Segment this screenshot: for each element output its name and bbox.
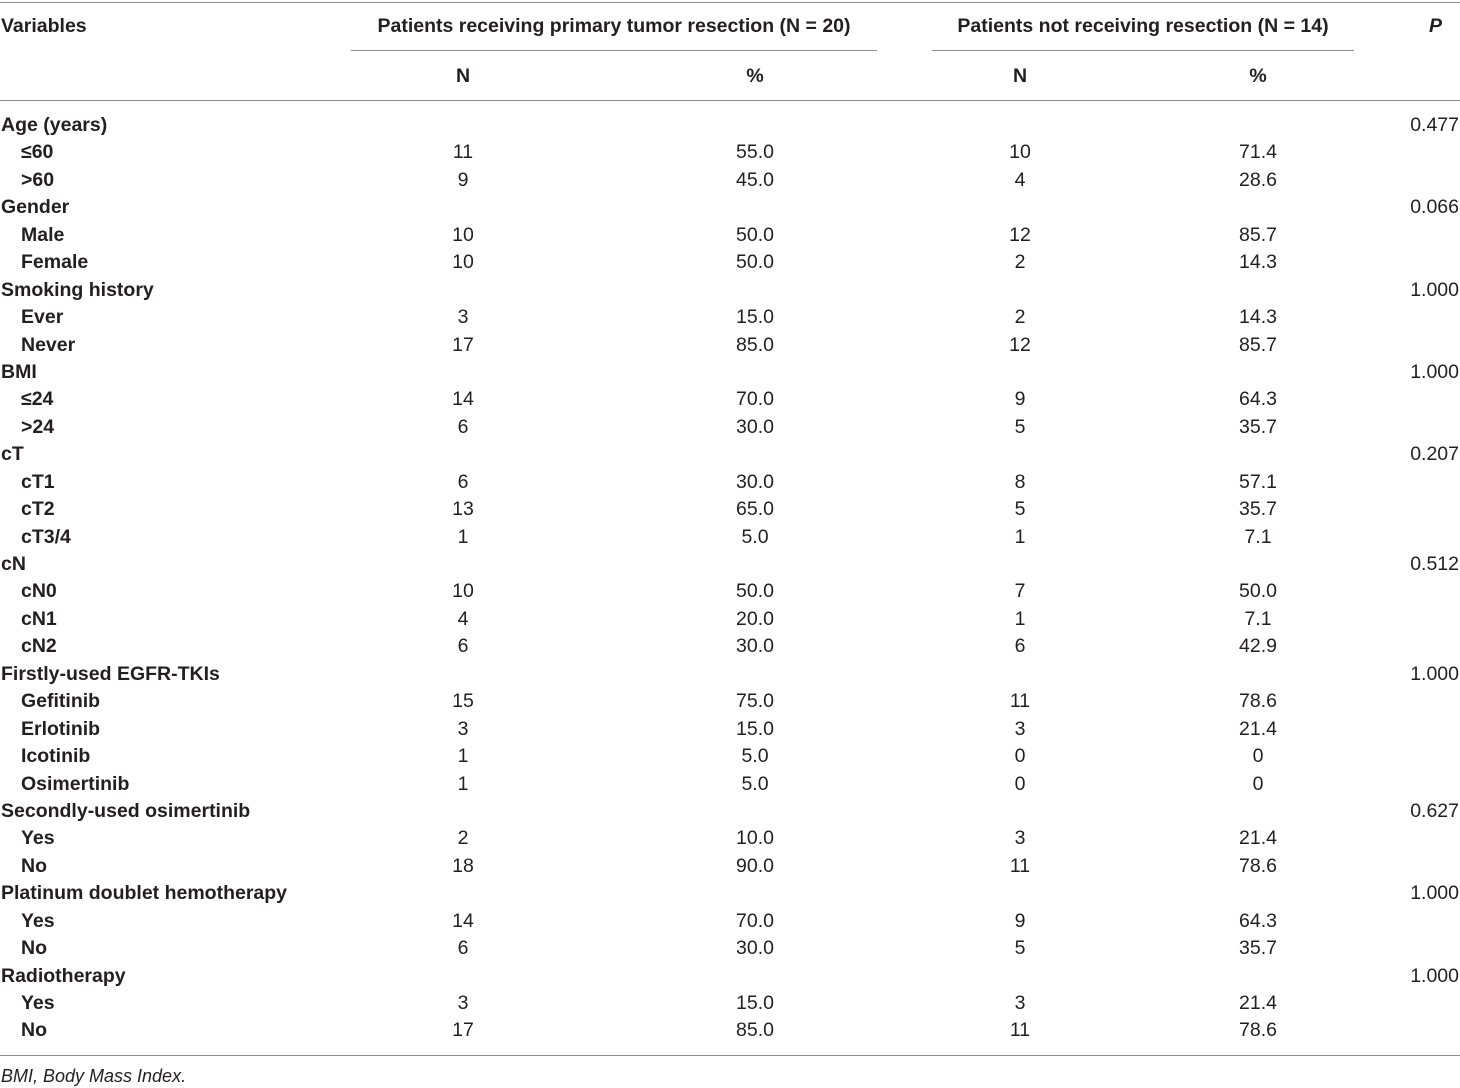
row-label: No [21, 854, 47, 877]
table-row [0, 771, 1460, 798]
table-row [0, 935, 1460, 962]
cell-pct-group1: 30.0 [736, 937, 774, 960]
table-row [0, 688, 1460, 715]
cell-n-group2: 10 [1009, 141, 1031, 164]
cell-pct-group2: 78.6 [1239, 690, 1277, 713]
table-group-row [0, 359, 1460, 386]
table-row [0, 825, 1460, 852]
cell-pct-group1: 30.0 [736, 635, 774, 658]
table-group-row [0, 963, 1460, 990]
cell-n-group2: 5 [1014, 415, 1026, 438]
cell-n-group2: 2 [1014, 251, 1026, 274]
cell-pct-group1: 85.0 [736, 1019, 774, 1042]
cell-n-group1: 13 [452, 498, 474, 521]
table-group-row [0, 880, 1460, 907]
table-row [0, 249, 1460, 276]
header-rule [0, 100, 1460, 101]
table-row [0, 716, 1460, 743]
row-label: Smoking history [1, 278, 154, 301]
row-label: Male [21, 223, 65, 246]
cell-pct-group2: 21.4 [1239, 992, 1277, 1014]
row-label: cN1 [21, 607, 57, 630]
row-label: ≤60 [21, 141, 54, 164]
cell-n-group1: 3 [457, 306, 469, 329]
cell-n-group1: 2 [457, 827, 469, 850]
cell-p-value: 0.477 [1410, 114, 1459, 136]
cell-n-group1: 14 [452, 388, 474, 411]
cell-pct-group1: 85.0 [736, 333, 774, 356]
group1-span-rule [351, 50, 877, 51]
cell-n-group1: 1 [457, 772, 469, 795]
cell-p-value: 0.066 [1410, 196, 1459, 219]
cell-pct-group1: 75.0 [736, 690, 774, 713]
cell-pct-group2: 85.7 [1239, 223, 1277, 246]
table-row [0, 304, 1460, 331]
table-group-row [0, 661, 1460, 688]
table-row [0, 1017, 1460, 1044]
row-label: cT3/4 [21, 525, 71, 548]
row-label: Firstly-used EGFR-TKIs [1, 662, 220, 685]
row-label: Platinum doublet hemotherapy [1, 882, 288, 905]
row-label: Secondly-used osimertinib [1, 799, 251, 822]
table-row [0, 633, 1460, 660]
header-p-value: P [1428, 15, 1442, 37]
cell-n-group2: 12 [1009, 223, 1031, 246]
cell-n-group1: 9 [457, 168, 469, 191]
cell-n-group2: 1 [1014, 525, 1026, 548]
row-label: No [21, 1019, 47, 1042]
cell-pct-group2: 64.3 [1239, 388, 1277, 411]
row-label: cT1 [21, 470, 55, 493]
table-row [0, 578, 1460, 605]
cell-pct-group1: 65.0 [736, 498, 774, 521]
cell-pct-group2: 78.6 [1239, 1019, 1277, 1042]
cell-n-group1: 4 [457, 607, 469, 630]
subheader-pct-group1: % [746, 65, 764, 87]
cell-n-group1: 10 [452, 251, 474, 274]
cell-p-value: 0.627 [1410, 799, 1459, 822]
table-row [0, 524, 1460, 551]
cell-n-group2: 9 [1014, 909, 1026, 932]
cell-n-group2: 5 [1014, 498, 1026, 521]
cell-n-group1: 1 [457, 525, 469, 548]
row-label: Gefitinib [21, 690, 101, 713]
cell-n-group2: 7 [1014, 580, 1026, 603]
cell-pct-group2: 21.4 [1239, 827, 1277, 850]
header-variables: Variables [1, 15, 87, 37]
header-no-resection-group: Patients not receiving resection (N = 14) [957, 15, 1329, 37]
table-group-row [0, 441, 1460, 468]
row-label: Yes [21, 992, 55, 1014]
table-row [0, 139, 1460, 166]
cell-pct-group2: 21.4 [1239, 717, 1277, 740]
cell-p-value: 1.000 [1410, 964, 1459, 987]
cell-n-group2: 2 [1014, 306, 1026, 329]
row-label: Erlotinib [21, 717, 101, 740]
row-label: cT2 [21, 498, 55, 521]
cell-p-value: 1.000 [1410, 882, 1459, 905]
cell-n-group2: 3 [1014, 992, 1026, 1014]
cell-n-group1: 10 [452, 223, 474, 246]
cell-p-value: 0.512 [1410, 553, 1459, 575]
cell-pct-group2: 7.1 [1244, 525, 1272, 548]
table-group-row [0, 112, 1460, 139]
cell-pct-group1: 10.0 [736, 827, 774, 850]
cell-n-group1: 3 [457, 992, 469, 1014]
header-resection-group: Patients receiving primary tumor resection (N = 20) [377, 15, 851, 37]
row-label: Ever [21, 306, 64, 329]
cell-pct-group1: 15.0 [736, 992, 774, 1014]
cell-pct-group1: 5.0 [741, 525, 769, 548]
cell-pct-group2: 71.4 [1239, 141, 1277, 164]
cell-n-group1: 6 [457, 937, 469, 960]
cell-pct-group1: 20.0 [736, 607, 774, 630]
row-label: Icotinib [21, 745, 91, 768]
table-row [0, 469, 1460, 496]
cell-n-group2: 11 [1009, 854, 1031, 877]
row-label: cN2 [21, 635, 57, 658]
cell-pct-group2: 42.9 [1239, 635, 1277, 658]
cell-p-value: 0.207 [1410, 443, 1459, 466]
table-row [0, 606, 1460, 633]
subheader-n-group1: N [455, 65, 471, 87]
table-group-row [0, 277, 1460, 304]
row-label: No [21, 937, 47, 960]
row-label: Osimertinib [21, 772, 130, 795]
cell-n-group1: 17 [452, 1019, 474, 1042]
cell-pct-group2: 85.7 [1239, 333, 1277, 356]
cell-n-group2: 6 [1014, 635, 1026, 658]
table-body [0, 112, 1460, 1045]
cell-n-group2: 12 [1009, 333, 1031, 356]
cell-p-value: 1.000 [1410, 278, 1459, 301]
row-label: Yes [21, 909, 55, 932]
cell-n-group1: 10 [452, 580, 474, 603]
subheader-pct-group2: % [1249, 65, 1267, 87]
cell-n-group1: 3 [457, 717, 469, 740]
cell-n-group1: 6 [457, 635, 469, 658]
row-label: >24 [21, 415, 55, 438]
cell-pct-group1: 70.0 [736, 388, 774, 411]
row-label: Age (years) [1, 114, 108, 136]
cell-pct-group1: 45.0 [736, 168, 774, 191]
cell-pct-group1: 30.0 [736, 470, 774, 493]
row-label: Gender [1, 196, 70, 219]
table-row [0, 386, 1460, 413]
cell-pct-group1: 5.0 [741, 745, 769, 768]
row-label: ≤24 [21, 388, 54, 411]
cell-pct-group1: 50.0 [736, 580, 774, 603]
table-row [0, 743, 1460, 770]
table-group-row [0, 551, 1460, 578]
row-label: Female [21, 251, 89, 274]
cell-pct-group1: 50.0 [736, 223, 774, 246]
table-row [0, 167, 1460, 194]
cell-pct-group2: 57.1 [1239, 470, 1277, 493]
table-row [0, 990, 1460, 1017]
subheader-n-group2: N [1012, 65, 1028, 87]
row-label: >60 [21, 168, 55, 191]
bottom-rule [0, 1055, 1460, 1056]
cell-n-group1: 1 [457, 745, 469, 768]
cell-pct-group1: 5.0 [741, 772, 769, 795]
cell-n-group2: 11 [1009, 1019, 1031, 1042]
top-rule [0, 2, 1460, 3]
cell-pct-group2: 64.3 [1239, 909, 1277, 932]
cell-pct-group1: 15.0 [736, 717, 774, 740]
cell-pct-group1: 15.0 [736, 306, 774, 329]
group2-span-rule [932, 50, 1354, 51]
cell-n-group2: 9 [1014, 388, 1026, 411]
cell-n-group2: 5 [1014, 937, 1026, 960]
cell-n-group1: 6 [457, 470, 469, 493]
cell-pct-group2: 35.7 [1239, 498, 1277, 521]
table-group-row [0, 194, 1460, 221]
cell-pct-group2: 35.7 [1239, 937, 1277, 960]
cell-pct-group2: 7.1 [1244, 607, 1272, 630]
table-row [0, 414, 1460, 441]
table-row [0, 853, 1460, 880]
cell-n-group1: 17 [452, 333, 474, 356]
cell-pct-group2: 28.6 [1239, 168, 1277, 191]
table-row [0, 496, 1460, 523]
table-row [0, 332, 1460, 359]
table-group-row [0, 798, 1460, 825]
cell-pct-group1: 30.0 [736, 415, 774, 438]
cell-pct-group1: 70.0 [736, 909, 774, 932]
cell-n-group1: 15 [452, 690, 474, 713]
row-label: Yes [21, 827, 55, 850]
row-label: cN0 [21, 580, 57, 603]
cell-n-group1: 14 [452, 909, 474, 932]
cell-n-group2: 1 [1014, 607, 1026, 630]
row-label: Radiotherapy [1, 964, 126, 987]
row-label: BMI [1, 360, 37, 383]
cell-p-value: 1.000 [1410, 662, 1459, 685]
cell-n-group2: 0 [1014, 772, 1026, 795]
cell-n-group2: 0 [1014, 745, 1026, 768]
cell-pct-group2: 0 [1252, 745, 1264, 768]
cell-pct-group1: 90.0 [736, 854, 774, 877]
cell-p-value: 1.000 [1410, 360, 1459, 383]
cell-n-group2: 3 [1014, 827, 1026, 850]
cell-n-group1: 18 [452, 854, 474, 877]
cell-pct-group2: 14.3 [1239, 251, 1277, 274]
cell-pct-group2: 50.0 [1239, 580, 1277, 603]
table-footnote: BMI, Body Mass Index. [1, 1066, 187, 1086]
cell-pct-group2: 0 [1252, 772, 1264, 795]
cell-pct-group2: 35.7 [1239, 415, 1277, 438]
cell-pct-group2: 78.6 [1239, 854, 1277, 877]
row-label: cT [1, 443, 24, 466]
cell-n-group1: 6 [457, 415, 469, 438]
cell-pct-group2: 14.3 [1239, 306, 1277, 329]
row-label: cN [1, 553, 26, 575]
cell-n-group2: 4 [1014, 168, 1026, 191]
cell-n-group2: 8 [1014, 470, 1026, 493]
cell-n-group2: 3 [1014, 717, 1026, 740]
cell-n-group2: 11 [1009, 690, 1031, 713]
table-row [0, 222, 1460, 249]
cell-n-group1: 11 [452, 141, 474, 164]
row-label: Never [21, 333, 76, 356]
cell-pct-group1: 55.0 [736, 141, 774, 164]
cell-pct-group1: 50.0 [736, 251, 774, 274]
table-row [0, 908, 1460, 935]
